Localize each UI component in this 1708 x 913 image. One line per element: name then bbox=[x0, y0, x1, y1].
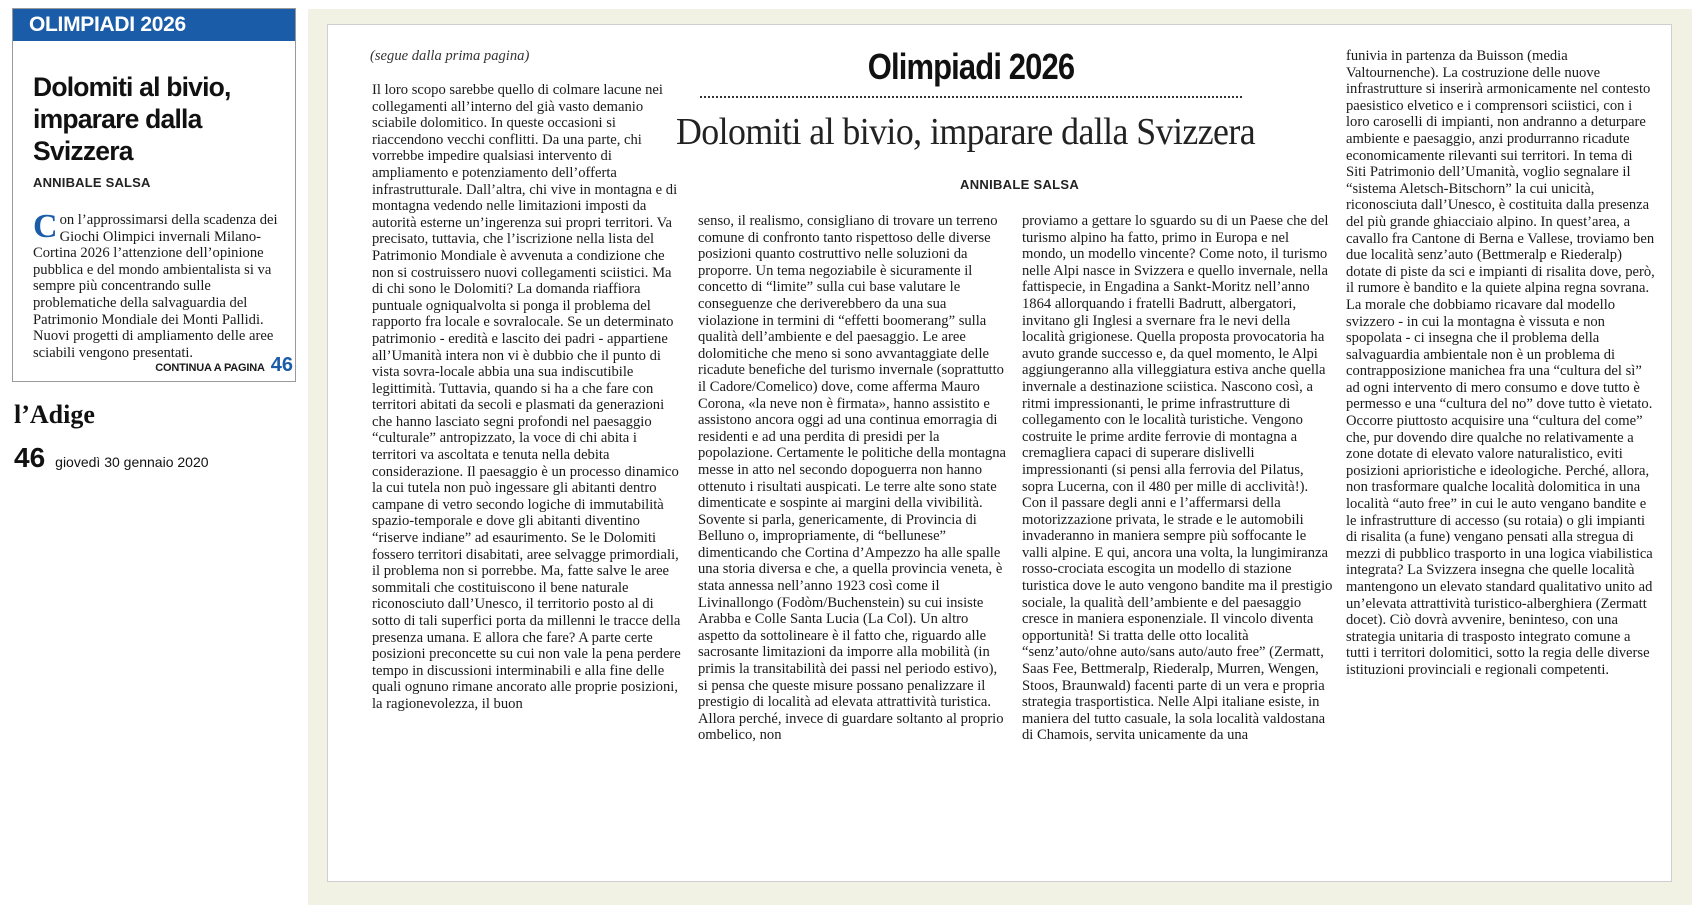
front-page-teaser[interactable] bbox=[12, 8, 296, 382]
article-headline: Dolomiti al bivio, imparare dalla Svizzera bbox=[676, 111, 1256, 153]
continue-link[interactable] bbox=[155, 354, 293, 377]
article-column-3: proviamo a gettare lo sguardo su di un Paese che del turismo alpino ha fatto, primo in Europa e nel mondo, un modello vincente? Come noto, il turismo nelle Alpi nasce in Svizzera e quello invernale, nella fattispecie, in Engadina a Sankt-Moritz nell’anno 1864 allorquando i fratelli Badrutt, albergatori, invitano gli Inglesi a svernare fra le nevi della località grigionese. Quella proposta provocatoria ha avuto grande successo e, da quel momento, le Alpi aggiungeranno alla villeggiatura estiva anche quella invernale a destinazione sciistica. Nascono così, a ritmi impressionanti, le prime infrastrutture di collegamento con le località turistiche. Vengono costruite le prime ardite ferrovie di montagna a cremagliera capaci di superare dislivelli impressionanti (si pensi alla ferrovia del Pilatus, sopra Lucerna, con il 480 per mille di acclività!). Con il passare degli anni e l’affermarsi della motorizzazione privata, le strade e le automobili invaderanno in maniera sempre più soffocante le valli alpine. E qui, ancora una volta, la lungimiranza rosso-crociata escogita un modello di stazione turistica dove le auto vengono bandite ma il prestigio sociale, la qualità dell’ambiente e del paesaggio cresce in maniera esponenziale. Il vincolo diventa opportunità! Si tratta delle otto località “senz’auto/ohne auto/sans auto/auto free” (Zermatt, Saas Fee, Bettmeralp, Riederalp, Murren, Wengen, Stoos, Braunwald) facenti parte di un vera e propria strategia trasportistica. Nelle Alpi italiane esiste, in maniera del tutto casuale, la sola località valdostana di Chamois, servita unicamente da una bbox=[1022, 213, 1333, 744]
article-author: ANNIBALE SALSA bbox=[960, 177, 1080, 192]
teaser-section-label: OLIMPIADI 2026 bbox=[13, 9, 295, 41]
continue-label: CONTINUA A PAGINA bbox=[155, 362, 265, 374]
continue-page-number: 46 bbox=[270, 354, 293, 376]
page-folio bbox=[14, 442, 209, 474]
teaser-headline[interactable]: Dolomiti al bivio, imparare dalla Svizzera bbox=[33, 72, 231, 166]
teaser-body bbox=[33, 208, 281, 361]
teaser-body-text: on l’approssimarsi della scadenza dei Giochi Olimpici invernali Milano-Cortina 2026 l’attenzione dell’opinione pubblica e del mondo ambientalista si va sempre più concentrando sulle problematiche della salvaguardia del Patrimonio Mondiale dei Monti Pallidi. Nuovi progetti di ampliamento delle aree sciabili vengono presentati. bbox=[33, 212, 278, 361]
teaser-author: ANNIBALE SALSA bbox=[33, 175, 151, 190]
folio-date: giovedì 30 gennaio 2020 bbox=[55, 454, 209, 470]
teaser-dropcap: C bbox=[33, 208, 58, 245]
newspaper-name: l’Adige bbox=[14, 400, 95, 429]
folio-page-number: 46 bbox=[14, 442, 46, 473]
article-kicker: (segue dalla prima pagina) bbox=[370, 48, 530, 64]
article-column-1: Il loro scopo sarebbe quello di colmare lacune nei collegamenti all’interno del già vasto demanio sciabile dolomitico. In queste occasioni si riaccendono vecchi conflitti. Da una parte, chi vorrebbe impedire qualsiasi intervento di ampliamento e potenziamento dell’offerta infrastrutturale. Dall’altra, chi vive in montagna e di montagna vedendo nelle limitazioni imposti da autorità esterne un’ingerenza sui propri territori. Va precisato, tuttavia, che l’iscrizione nella lista del Patrimonio Mondiale è avvenuta a condizione che non si costruissero nuovi collegamenti sciistici. Ma di chi sono le Dolomiti? La domanda riaffiora puntuale ogniqualvolta si ponga il problema del rapporto fra locale e sovralocale. Se un determinato patrimonio - eredità e lascito dei padri - appartiene all’Umanità intera non vi è dubbio che il punto di vista sovra-locale abbia una sua indiscutibile legittimità. Tuttavia, quando si ha a che fare con territori abitati da secoli e plasmati da generazioni che hanno lasciato segni profondi nel paesaggio “culturale” antropizzato, la voce di chi abita i territori va ascoltata e tenuta nella debita considerazione. Il paesaggio è un processo dinamico la cui tutela non può ingessare gli abitanti dentro campane di vetro secondo logiche di immutabilità spazio-temporale e dove gli abitanti diventino “riserve indiane” ad esaurimento. Se le Dolomiti fossero territori disabitati, aree selvagge primordiali, il problema non si porrebbe. Ma, fatte salve le aree sommitali che costituiscono il bene naturale riconosciuto dall’Unesco, il territorio posto al di sotto di tali superfici porta da millenni le tracce della presenza umana. E allora che fare? A parte certe posizioni preconcette su cui non vale la pena perdere tempo in discussioni interminabili e alla fine delle quali ognuno rimane ancorato alle proprie posizioni, la ragionevolezza, il buon bbox=[372, 82, 681, 712]
article-section-title: Olimpiadi 2026 bbox=[867, 46, 1075, 87]
article-column-4: funivia in partenza da Buisson (media Valtournenche). La costruzione delle nuove infrastrutture si inserirà armonicamente nel contesto paesistico elvetico e i comprensori sciistici, con i loro caroselli di impianti, non andranno a deturpare ambiente e paesaggio, anzi produrranno ricadute economicamente rilevanti sui territori. In tema di Siti Patrimonio dell’Umanità, voglio segnalare il “sistema Aletsch-Bitschorn” la cui unicità, riconosciuta dall’Unesco, è costituita dalla presenza del più grande ghiacciaio alpino. In quest’area, a cavallo fra Cantone di Berna e Vallese, troviamo ben due località senz’auto (Bettmeralp e Riederalp) dotate di piste da sci e impianti di risalita dove, però, il rumore è bandito e la quiete alpina regna sovrana. La morale che dobbiamo ricavare dal modello svizzero - in cui la montagna è vissuta e non spopolata - ci insegna che il problema della salvaguardia ambientale non è un problema di contrapposizione manichea fra una “cultura del sì” ad ogni intervento di mero consumo e dove tutto è permesso e una “cultura del no” dove tutto è vietato. Occorre piuttosto acquisire una “cultura del come” che, pur dovendo dire qualche no relativamente a zone dotate di elevato valore naturalistico, eviti posizioni aprioristiche e ideologiche. Perché, allora, non trasformare qualche località dolomitica in una località “auto free” in cui le auto vengano bandite e le infrastrutture di accesso (su rotaia) o gli impianti di risalita (a fune) vengano pensati alla stregua di mezzi di pubblico trasporto in una logica viabilistica integrata? La Svizzera insegna che quelle località mantengono un elevato standard qualitativo unito ad un’elevata attrattività turistico-alberghiera (Zermatt docet). Ciò dovrà avvenire, beninteso, con una strategia unitaria di trasposto integrato comune a tutti i territori dolomitici, sotto la regia delle diverse istituzioni provinciali e regionali competenti. bbox=[1346, 48, 1655, 678]
article-column-2: senso, il realismo, consigliano di trovare un terreno comune di confronto tanto rispettoso delle diverse posizioni quanto costruttivo nelle soluzioni da proporre. Un tema negoziabile è sicuramente il concetto di “limite” sulla cui base valutare le conseguenze che deriverebbero da una sua violazione in termini di “effetti boomerang” sulla qualità dell’ambiente e del paesaggio. Le aree dolomitiche che meno si sono avvantaggiate delle ricadute benefiche del turismo invernale (soprattutto il Cadore/Comelico) dove, come afferma Mauro Corona, «la neve non è firmata», hanno assistito e assistono ancora oggi ad una continua emorragia di residenti e ad una perdita di presidi per la popolazione. Certamente le politiche della montagna messe in atto nel secondo dopoguerra non hanno ottenuto i risultati auspicati. Le terre alte sono state dimenticate e sospinte ai margini della vivibilità. Sovente si parla, genericamente, di Provincia di Belluno o, impropriamente, di “bellunese” dimenticando che Cortina d’Ampezzo ha alle spalle una storia diversa e che, a quella provincia veneta, è stata annessa nell’anno 1923 così come il Livinallongo (Fodòm/Buchenstein) su cui insiste Arabba e Colle Santa Lucia (La Col). Un altro aspetto da sottolineare è il fatto che, riguardo alle sacrosante limitazioni da imporre alla mobilità (in primis la transitabilità dei passi nel periodo estivo), si pensa che queste misure possano penalizzare il prestigio di località ad elevata attrattività turistica. Allora perché, invece di guardare soltanto al proprio ombelico, non bbox=[698, 213, 1006, 744]
section-divider bbox=[700, 96, 1242, 98]
